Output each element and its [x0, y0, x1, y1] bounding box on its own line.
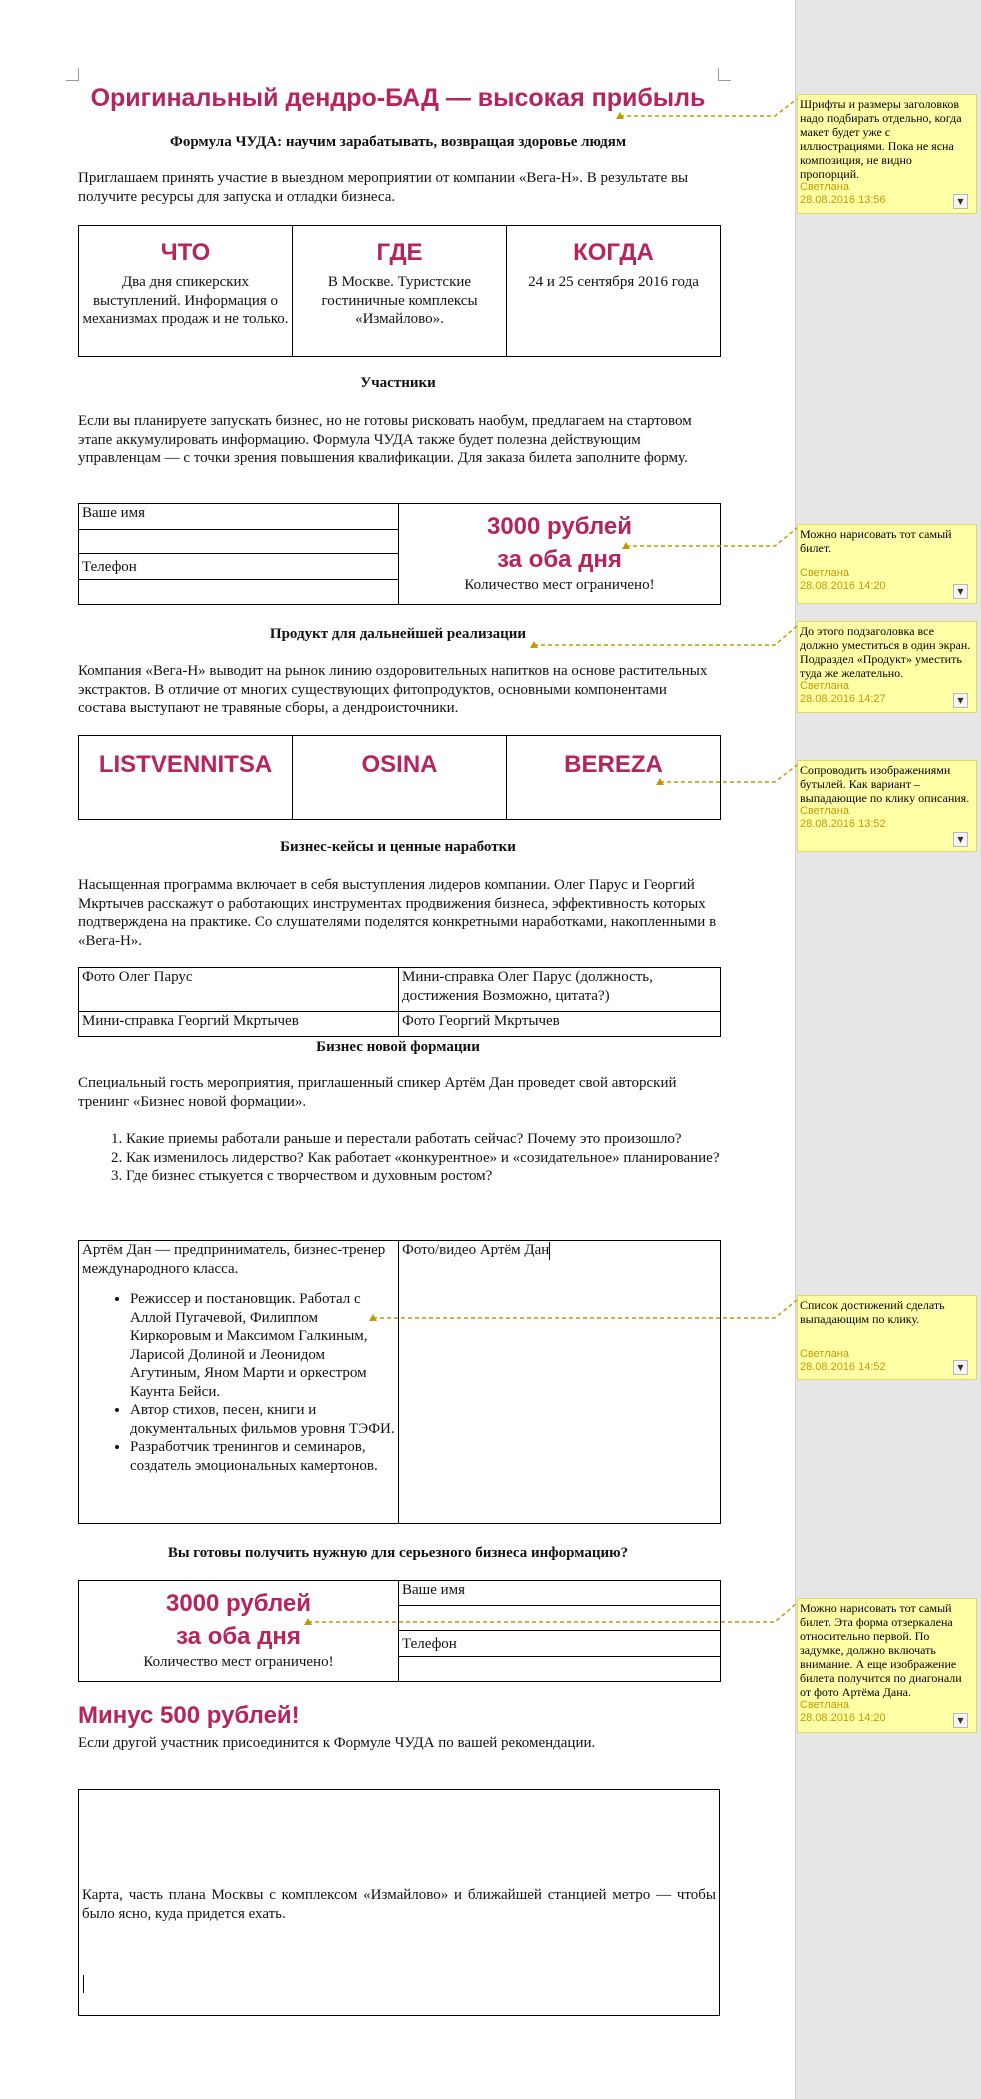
- price-line-2: за оба дня: [176, 1623, 301, 1650]
- seats-limited-note: Количество мест ограничено!: [143, 1654, 334, 1670]
- price-line-1: 3000 рублей: [165, 1590, 311, 1617]
- info-cell-what: [79, 226, 293, 357]
- artem-dan-table: [78, 1240, 721, 1524]
- photo-oleg-cell: [79, 968, 399, 1012]
- seats-limited-note: Количество мест ограничено!: [464, 577, 655, 593]
- comment-5[interactable]: [797, 1295, 977, 1380]
- document-title: Оригинальный дендро-БАД — высокая прибыль: [90, 84, 706, 112]
- info-heading-what: ЧТО: [160, 239, 211, 266]
- participants-paragraph: Если вы планируете запускать бизнес, но не готовы рисковать наобум, предлагаем на стартовом этапе аккумулировать информацию. Формула ЧУДА также будет полезна действующим управленцам — с точки зрения повышения квалификации. Для заказа билета заполните форму.: [78, 413, 692, 466]
- participants-heading: Участники: [360, 375, 436, 391]
- info-cell-where: [293, 226, 507, 357]
- achievement-item: • Разработчик тренингов и семинаров, создатель эмоциональных камертонов.: [130, 1438, 395, 1475]
- ticket-form-1: [78, 503, 721, 605]
- info-heading-when: КОГДА: [573, 239, 654, 266]
- discount-text: Если другой участник присоединится к Формуле ЧУДА по вашей рекомендации.: [78, 1735, 596, 1751]
- comment-1[interactable]: [797, 94, 977, 214]
- achievements-list[interactable]: [82, 1290, 395, 1475]
- product-cell-3: [507, 736, 721, 820]
- comment-menu-icon[interactable]: ▼: [953, 194, 968, 209]
- comment-menu-icon[interactable]: ▼: [953, 693, 968, 708]
- price-line-2: за оба дня: [497, 546, 622, 573]
- comment-text: Сопроводить изображениями бутылей. Как вариант – выпадающие по клику описания.: [800, 763, 970, 805]
- phone-label-cell: [399, 1631, 721, 1657]
- artem-bio-cell: [79, 1241, 399, 1524]
- artem-media-label: Фото/видео Артём Дан: [402, 1242, 550, 1258]
- bio-georgy-label: Мини-справка Георгий Мкртычев: [82, 1013, 299, 1029]
- product-name-listvennitsa: LISTVENNITSA: [98, 751, 273, 778]
- ready-heading: Вы готовы получить нужную для серьезного бизнеса информацию?: [167, 1545, 629, 1561]
- name-label-cell: [399, 1581, 721, 1606]
- discount-heading: Минус 500 рублей!: [78, 1702, 300, 1729]
- map-description: Карта, часть плана Москвы с комплексом «Измайлово» и ближайшей станцией метро — чтобы было ясно, куда придется ехать.: [82, 1887, 716, 1922]
- product-cell-2: [293, 736, 507, 820]
- subtitle: Формула ЧУДА: научим зарабатывать, возвращая здоровье людям: [169, 134, 627, 150]
- comment-date: 28.08.2016 14:27: [800, 693, 886, 705]
- intro-paragraph: Приглашаем принять участие в выездном мероприятии от компании «Вега-Н». В результате вы получите ресурсы для запуска и отладки бизнеса.: [78, 170, 689, 205]
- question-item: 2. Как изменилось лидерство? Как работает «конкурентное» и «созидательное» планирование?: [126, 1149, 766, 1168]
- speakers-table: [78, 967, 721, 1037]
- bio-georgy-cell: [79, 1012, 399, 1037]
- price-line-1: 3000 рублей: [486, 513, 632, 540]
- product-heading: Продукт для дальнейшей реализации: [269, 626, 527, 642]
- text-cursor: [83, 1975, 84, 1993]
- artem-media-cell: [399, 1241, 721, 1524]
- comment-text: Можно нарисовать тот самый билет. Эта форма отзеркалена относительно первой. По задумке, должно включать внимание. А еще изображение билета получится по диагонали от фото Артёма Дана.: [800, 1601, 962, 1699]
- comment-text: До этого подзаголовка все должно уместиться в один экран. Подраздел «Продукт» уместить туда же желательно.: [800, 624, 971, 680]
- name-label: Ваше имя: [402, 1582, 466, 1598]
- comment-date: 28.08.2016 14:20: [800, 1712, 886, 1724]
- cases-heading: Бизнес-кейсы и ценные наработки: [280, 839, 516, 855]
- comment-text: Можно нарисовать тот самый билет.: [800, 527, 952, 555]
- phone-label: Телефон: [82, 559, 137, 575]
- comment-text: Шрифты и размеры заголовков надо подбирать отдельно, когда макет будет уже с иллюстрациями. Пока не ясна композиция, не видно пропорций.: [800, 97, 962, 181]
- info-table: [78, 225, 721, 357]
- photo-georgy-cell: [399, 1012, 721, 1037]
- price-cell: [399, 504, 721, 605]
- comment-date: 28.08.2016 14:20: [800, 580, 886, 592]
- new-format-heading: Бизнес новой формации: [316, 1039, 480, 1055]
- name-input-cell[interactable]: [399, 1606, 721, 1631]
- info-heading-where: ГДЕ: [376, 239, 423, 266]
- comment-date: 28.08.2016 13:52: [800, 818, 886, 830]
- bio-oleg-label: Мини-справка Олег Парус (должность, достижения Возможно, цитата?): [402, 969, 653, 1004]
- info-cell-when: [507, 226, 721, 357]
- info-text-when: 24 и 25 сентября 2016 года: [528, 274, 699, 290]
- question-item: 3. Где бизнес стыкуется с творчеством и духовным ростом?: [126, 1167, 766, 1186]
- comment-4[interactable]: [797, 760, 977, 852]
- comment-menu-icon[interactable]: ▼: [953, 832, 968, 847]
- name-label: Ваше имя: [82, 505, 146, 521]
- comments-margin: [795, 0, 981, 2099]
- phone-input-cell[interactable]: [79, 580, 399, 605]
- product-name-osina: OSINA: [361, 751, 438, 778]
- product-cell-1: [79, 736, 293, 820]
- comment-2[interactable]: [797, 524, 977, 604]
- comment-author: Светлана: [800, 680, 849, 692]
- comment-menu-icon[interactable]: ▼: [953, 584, 968, 599]
- comment-date: 28.08.2016 14:52: [800, 1361, 886, 1373]
- comment-6[interactable]: [797, 1598, 977, 1733]
- achievement-item: • Режиссер и постановщик. Работал с Аллой Пугачевой, Филиппом Киркоровым и Максимом Галкиным, Ларисой Долиной и Леонидом Агутиным, Яном Марти и оркестром Каунта Бейси.: [130, 1290, 395, 1401]
- comment-author: Светлана: [800, 567, 849, 579]
- name-input-cell[interactable]: [79, 530, 399, 554]
- comment-menu-icon[interactable]: ▼: [953, 1713, 968, 1728]
- phone-input-cell[interactable]: [399, 1657, 721, 1682]
- cases-paragraph: Насыщенная программа включает в себя выступления лидеров компании. Олег Парус и Георгий Мкртычев расскажут о работающих инструментах продвижения бизнеса, эффективность которых подтверждена на практике. Со слушателями поделятся конкретными наработками, накопленными в «Вега-Н».: [78, 877, 717, 949]
- photo-georgy-label: Фото Георгий Мкртычев: [402, 1013, 560, 1029]
- price-cell-2: [79, 1581, 399, 1682]
- text-cursor: [549, 1242, 550, 1260]
- page-corner-right: [718, 68, 731, 81]
- achievement-item: • Автор стихов, песен, книги и документальных фильмов уровня ТЭФИ.: [130, 1401, 395, 1438]
- comment-author: Светлана: [800, 1699, 849, 1711]
- product-name-bereza: BEREZA: [564, 751, 663, 778]
- comment-3[interactable]: [797, 621, 977, 713]
- comment-author: Светлана: [800, 1348, 849, 1360]
- question-item: 1. Какие приемы работали раньше и перестали работать сейчас? Почему это произошло?: [126, 1130, 766, 1149]
- map-placeholder: [78, 1789, 720, 2016]
- questions-list: [78, 1130, 766, 1186]
- info-text-what: Два дня спикерских выступлений. Информация о механизмах продаж и не только.: [82, 274, 289, 327]
- comment-menu-icon[interactable]: ▼: [953, 1360, 968, 1375]
- bio-oleg-cell: [399, 968, 721, 1012]
- info-text-where: В Москве. Туристские гостиничные комплексы «Измайлово».: [321, 274, 478, 327]
- name-label-cell: [79, 504, 399, 530]
- phone-label-cell: [79, 554, 399, 580]
- comment-author: Светлана: [800, 805, 849, 817]
- ticket-form-2: [78, 1580, 721, 1682]
- products-table: [78, 735, 721, 820]
- comment-author: Светлана: [800, 181, 849, 193]
- comment-date: 28.08.2016 13:56: [800, 194, 886, 206]
- product-paragraph: Компания «Вега-Н» выводит на рынок линию оздоровительных напитков на основе растительных экстрактов. В отличие от многих существующих фитопродуктов, основными компонентами состава выступают не травяные сборы, а дендроисточники.: [78, 663, 708, 716]
- artem-bio-intro: Артём Дан — предприниматель, бизнес-тренер международного класса.: [82, 1242, 386, 1277]
- phone-label: Телефон: [402, 1636, 457, 1652]
- photo-oleg-label: Фото Олег Парус: [82, 969, 193, 985]
- new-format-paragraph: Специальный гость мероприятия, приглашенный спикер Артём Дан проведет свой авторский тренинг «Бизнес новой формации».: [78, 1075, 677, 1110]
- comment-text: Список достижений сделать выпадающим по клику.: [800, 1298, 945, 1326]
